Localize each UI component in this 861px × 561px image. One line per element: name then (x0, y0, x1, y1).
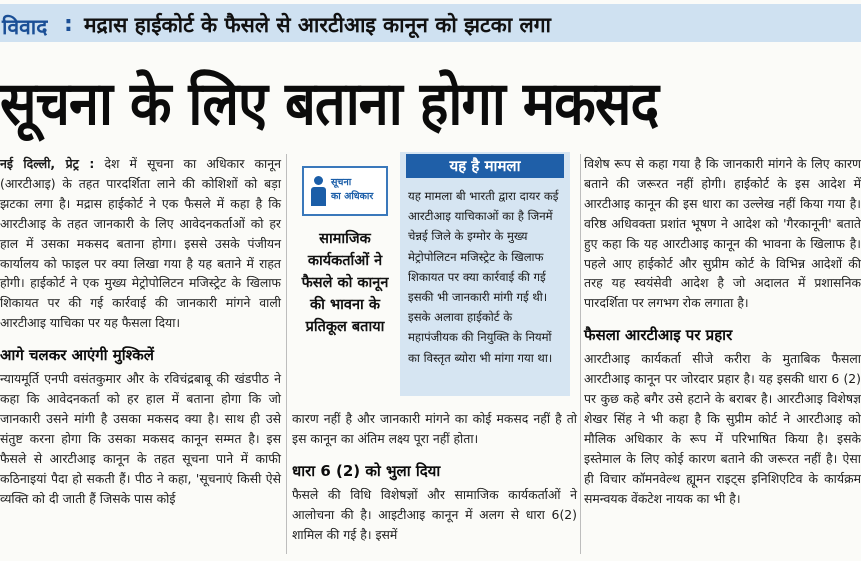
kicker-separator: : (64, 12, 73, 37)
column-3-para-1: विशेष रूप से कहा गया है कि जानकारी मांगने के लिए कारण बताने की जरूरत नहीं होगी। हाईकोर्ट के इस आदेश में आरटीआइ कानून की इस धारा का उल्लेख नहीं किया गया है। वरिष्ठ अधिवक्ता प्रशांत भूषण ने आदेश को 'गैरकानूनी' बताते हुए कहा कि यह आरटीआइ कानून की भावना के खिलाफ है। पहले आए हाईकोर्ट और सुप्रीम कोर्ट के विभिन्न आदेशों की तरह यह स्वयंसेवी आदेश है जो अदालत में प्रशासनिक पारदर्शिता पर लगभग रोक लगाता है। (584, 156, 861, 311)
case-sidebar-title: यह है मामला (406, 154, 564, 178)
rti-logo-line-2: का अधिकार (331, 191, 374, 202)
headline: सूचना के लिए बताना होगा मकसद (0, 69, 659, 139)
column-2 (292, 409, 577, 545)
promo-box (292, 154, 398, 398)
column-1-para-1-text: देश में सूचना का अधिकार कानून (आरटीआइ) के तहत पारदर्शिता लाने की कोशिशों को बड़ा झटका लगा है। मद्रास हाईकोर्ट ने एक फैसले में कहा है कि आरटीआइ के तहत जानकारी के लिए आवेदनकर्ताओं को हर हाल में उसका मकसद बताना होगा। इससे उसके पंजीयन कार्यालय को फाइल पर क्या लिखा गया है यह बताने में राहत होगी। हाईकोर्ट ने एक मुख्य मेट्रोपोलिटन मजिस्ट्रेट के खिलाफ शिकायत पर की गई कार्रवाई की जानकारी मांगने वाली आरटीआइ याचिका पर यह फैसला दिया। (0, 156, 281, 331)
column-2-subhead: धारा 6 (2) को भुला दिया (292, 461, 441, 480)
rti-logo-label (331, 176, 373, 204)
kicker-tag: विवाद (2, 15, 48, 39)
kicker-bar (0, 4, 861, 42)
column-2-para-2: फैसले की विधि विशेषज्ञों और सामाजिक कार्यकर्ताओं ने आलोचना की है। आइटीआइ कानून में अलग से धारा 6(2) शामिल की गई है। इसमें (292, 486, 577, 542)
column-1-para-1 (0, 154, 281, 333)
rti-logo (302, 166, 388, 216)
column-1 (0, 154, 281, 509)
case-sidebar-body: यह मामला बी भारती द्वारा दायर कई आरटीआइ याचिकाओं का है जिनमें चेन्नई जिले के इग्मोर के मुख्य मेट्रोपोलिटन मजिस्ट्रेट के खिलाफ शिकायत पर क्या कार्रवाई की गई इसकी भी जानकारी मांगी गई थी। इसके अलावा हाईकोर्ट के महापंजीयक की नियुक्ति के नियमों का विस्तृत ब्योरा भी मांगा गया था। (408, 189, 559, 365)
column-3 (584, 154, 861, 509)
column-3-subhead: फैसला आरटीआइ पर प्रहार (584, 326, 733, 345)
column-1-para-2: न्यायमूर्ति एनपी वसंतकुमार और के रविचंद्रबाबू की खंडपीठ ने कहा कि आवेदनकर्ता को हर हाल में बताना होगा कि जो जानकारी उसने मांगी है उसका मकसद क्या है। साथ ही उसे संतुष्ट करना होगा कि उसका मकसद कानून सम्मत है। इस फैसले से आरटीआइ कानून के तहत सूचना पाने में काफी कठिनाइयां पैदा हो सकती हैं। पीठ ने कहा, 'सूचनाएं किसी ऐसे व्यक्ति को दी जाती हैं जिसके पास कोई (0, 371, 281, 506)
dateline: नई दिल्ली, प्रेट्र : (0, 156, 95, 171)
rti-logo-line-1: सूचना (331, 177, 352, 188)
column-divider-2 (580, 154, 581, 554)
column-2-para-1: कारण नहीं है और जानकारी मांगने का कोई मकसद नहीं है तो इस कानून का अंतिम लक्ष्य पूरा नहीं होता। (292, 411, 577, 446)
column-3-para-2: आरटीआइ कार्यकर्ता सीजे करीरा के मुताबिक फैसला आरटीआइ कानून पर जोरदार प्रहार है। यह इसकी धारा 6 (2) पर कुछ कहे बगैर उसे हटाने के बराबर है। आरटीआइ विशेषज्ञ शेखर सिंह ने भी कहा है कि सुप्रीम कोर्ट ने आरटीआइ को मौलिक अधिकार के रूप में परिभाषित किया है। इसके इस्तेमाल के लिए कोई कारण बताने की जरूरत नहीं है। ऐसा ही विचार कॉमनवेल्थ ह्यूमन राइट्स इनिशिएटिव के कार्यक्रम समन्वयक वेंकटेश नायक का भी है। (584, 351, 861, 506)
pull-quote: सामाजिक कार्यकर्ताओं ने फैसले को कानून की भावना के प्रतिकूल बताया (301, 231, 389, 335)
column-1-subhead: आगे चलकर आएंगी मुश्किलें (0, 346, 154, 365)
column-divider-1 (286, 154, 287, 554)
case-sidebar (400, 152, 570, 396)
kicker-text: मद्रास हाईकोर्ट के फैसले से आरटीआइ कानून को झटका लगा (84, 13, 551, 37)
person-icon (311, 176, 325, 206)
